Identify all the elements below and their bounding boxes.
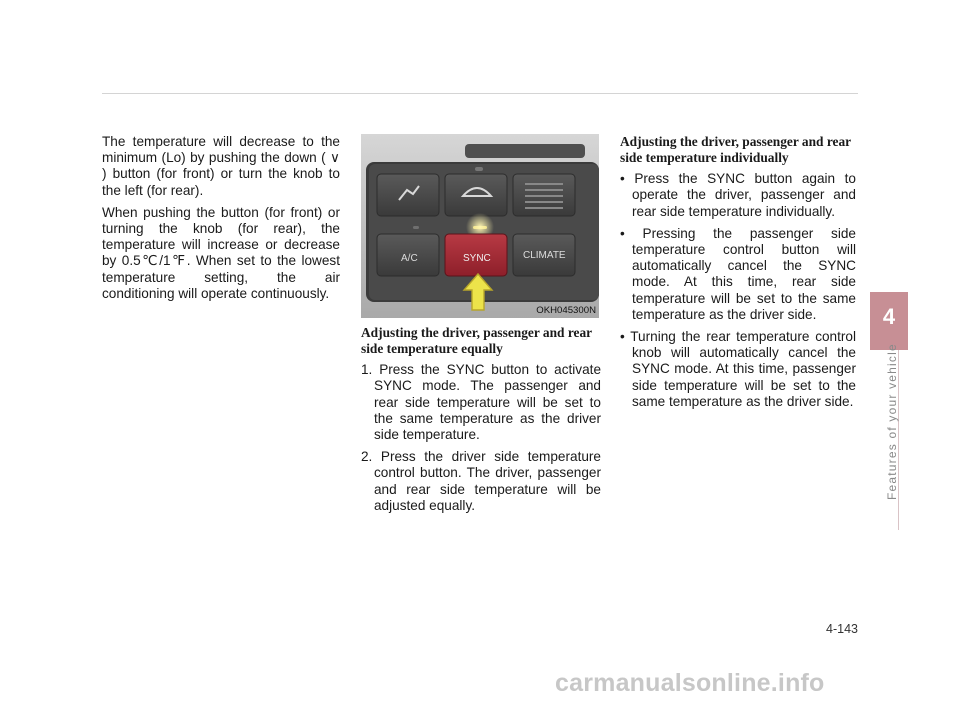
climate-label: CLIMATE xyxy=(523,250,566,261)
chapter-number: 4 xyxy=(882,304,896,329)
paragraph: The temperature will decrease to the minimum (Lo) by pushing the down ( ∨ ) button (for front) or turn the knob to the left (for rear). xyxy=(102,134,340,198)
chapter-tab xyxy=(870,292,908,350)
sync-label: SYNC xyxy=(463,253,491,264)
bullet-item: • Pressing the passenger side temperature control button will automatically cancel the SYNC mode. At this time, rear side temperature will be set to the same temperature as the driver side. xyxy=(620,225,856,322)
climate-control-figure xyxy=(361,134,599,318)
numbered-item: 1. Press the SYNC button to activate SYNC mode. The passenger and rear side temperature will be set to the same temperature as the driver side temperature. xyxy=(361,362,601,442)
header-rule xyxy=(102,93,858,94)
page-number: 4-143 xyxy=(826,622,858,636)
left-column xyxy=(102,134,340,308)
section-heading: Adjusting the driver, passenger and rear side temperature individually xyxy=(620,134,851,165)
climate-panel-illustration xyxy=(361,134,599,318)
watermark: carmanualsonline.info xyxy=(555,669,825,697)
middle-column xyxy=(361,325,601,520)
paragraph: When pushing the button (for front) or turning the knob (for rear), the temperature will increase or decrease by 0.5℃/1℉. When set to the lowest temperature setting, the air conditioning will operate continuously. xyxy=(102,204,340,301)
right-column xyxy=(620,134,856,416)
bullet-item: • Turning the rear temperature control knob will automatically cancel the SYNC mode. At this time, passenger side temperature will be set to the same temperature as the driver side. xyxy=(620,329,856,409)
bullet-item: • Press the SYNC button again to operate the driver, passenger and rear side temperature individually. xyxy=(620,171,856,219)
numbered-item: 2. Press the driver side temperature control button. The driver, passenger and rear side temperature will be adjusted equally. xyxy=(361,449,601,513)
section-heading: Adjusting the driver, passenger and rear side temperature equally xyxy=(361,325,592,356)
chapter-title: Features of your vehicle xyxy=(885,343,899,500)
figure-code: OKH045300N xyxy=(536,305,596,316)
ac-label: A/C xyxy=(401,253,418,264)
